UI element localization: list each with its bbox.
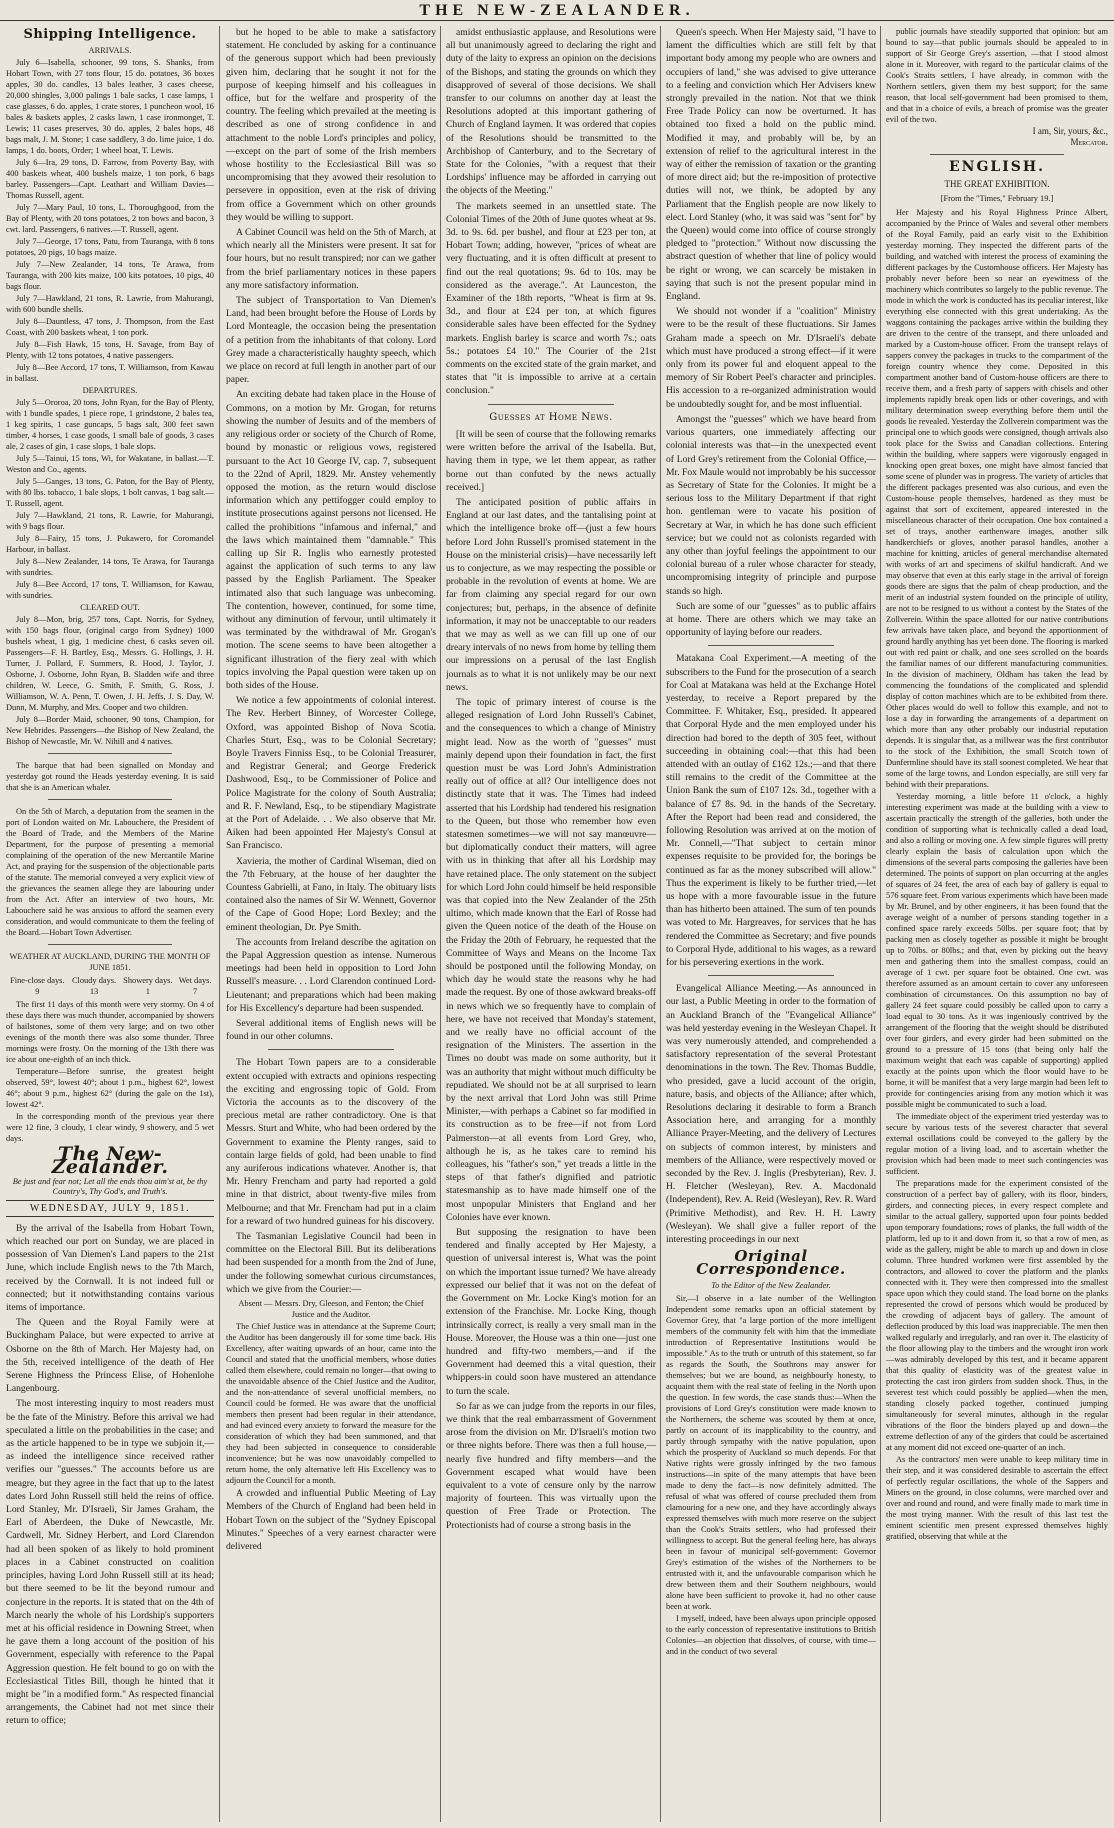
exhibition-paragraph: The preparations made for the experiment consisted of the construction of a perfect bay of gallery, with its floor, binders, girders, and connecting pieces, in every respect complete and similar to the actual gallery, supported upon four points bedded upon temporary foundations; rows of planks, the full width of the platform, led up to it and down from it, so that a row of men, as wide as the gallery, might be able to march up and down in close column. Three hundred workmen were first assembled by the contractors, and allowed to cover the platform and the planks connected with it. They were then compressed into the smallest space upon which they could stand. The load borne on the planks represented the crowd of persons which would be produced by the crowding of adjacent bays of gallery. The amount of deflection produced by this load was inappreciable. The men then walked regularly and irregularly, and ran over it. The elasticity of the floor allowing play to the timbers and the wrought iron work—was admirably developed by this test, and it became apparent that this quality of elasticity was of the greatest value in protecting the cast iron girders from sudden shock. Thus, in the severest test which could possibly be applied—when the men, standing closely packed together, continued jumping simultaneously for several minutes, although in the regular vibrations of the floor the binders played up and down—the extreme deflection of any of the girders that could be ascertained at any moment did not exceed one-quarter of an inch. bbox=[886, 1178, 1108, 1452]
masthead bbox=[0, 0, 1114, 21]
guesses-paragraph: So far as we can judge from the reports in our files, we think that the real embarrassment of Government arose from the division on Mr. D'Israeli's motion two or three nights before. There was then a full house,—nearly five hundred and fifty members—and the Government escaped what would have been equivalent to a vote of censure only by the narrow majority of fourteen. This was virtually upon the question of Free Trade or Protection. The Protectionists had of course a strong basis in the bbox=[446, 1400, 656, 1531]
correspondence-heading: Original Correspondence. bbox=[696, 1247, 846, 1279]
weather-header: Wet days. bbox=[178, 976, 212, 986]
matakana-paragraph: Matakana Coal Experiment.—A meeting of the subscribers to the Fund for the prosecution of a search for Coal at Matakana was held at the Exchange Hotel yesterday, to receive a Report prepared by the Committee. F. Whitaker, Esq., presided. It appeared that Corporal Hyde and the men employed under his direction had bored to the depth of 305 feet, without succeeding in obtaining coal:—that this had been attended with an outlay of £162 12s.;—and that there still remains to the credit of the Committee at the Union Bank the sum of £107 12s. 3d., together with a balance of £7 8s. 9d. in the hands of the Secretary. After the Report had been read and considered, the following Resolution was arrived at on the motion of Mr. Connell,—"That subject to certain minor expenses requisite to be provided for, the borings be continued as far as the money subscribed will allow." Thus the experiment is likely to be further tried,—let us hope with a more favourable issue in the future than has hitherto been attained. The sum of ten pounds was voted to Mr. Hargreaves, for services that he has rendered the Committee as Secretary; and five pounds to Corporal Hyde, additional to his wages, as a reward for his persevering exertions in the work. bbox=[666, 653, 876, 969]
divider bbox=[708, 975, 834, 976]
weather-title: WEATHER AT AUCKLAND, DURING THE MONTH OF JUNE 1851. bbox=[9, 952, 211, 973]
gold-paragraph: The Hobart Town papers are to a considerable extent occupied with extracts and opinions respecting the exciting and engrossing topic of Gold. From Victoria the accounts as to the discovery of the precious metal are rather contradictory. One is that Messrs. Sturt and White, who had been ordered by the Government to examine the Plenty ranges, said to contain large fields of gold, had been unable to find any auriferous indications whatever. Another is, that Mr. Henry Frencham and party had reported a gold mine in that district, about twenty-five miles from Melbourne; and that Mr. Frencham had put in a claim for a reward of two hundred guineas for his discovery. bbox=[226, 1057, 436, 1227]
divider bbox=[48, 944, 173, 945]
courier-extract: The Chief Justice was in attendance at the Supreme Court; the Auditor has been dangerously ill for some time back. His Excellency, after waiting upwards of an hour, came into the Council and stated that the unofficial members, whose duties called them elsewhere, could remain no longer—that owing to the unavoidable absence of the Chief Justice and the Auditor, and the non-attendance of several unofficial members, no Council could be formed. He was aware that the unofficial members then present had been regular in their attendance, and had evinced every anxiety to forward the measure for the consideration of which they had been summoned, and that they had been subjected in consequence to considerable inconvenience; but he was now unavoidably compelled to return home, the only alternative left His Excellency was to adjourn the Council for a month. bbox=[226, 1322, 436, 1486]
letter-signature: Mercator. bbox=[1070, 137, 1108, 147]
exhibition-paragraph: Yesterday morning, a little before 11 o'clock, a highly interesting experiment was made at the building with a view to ascertain practically the strength of the galleries, both under the condition of supporting what is technically called a dead load, and also a rolling or moving one. A few simple figures will pretty clearly explain the basis of calculation upon which the dimensions of the several parts composing the galleries have been determined. The points of support on plan occurring at the angles of squares of 24 feet, the area of each bay of gallery is equal to 576 square feet. From various experiments which have been made by Mr. Brunel, and by other engineers, it has been found that the average weight of a number of persons standing together in a confined space rarely exceeds 50lbs. per square foot; that by packing men as closely together as possible it might be brought up to 70lbs. or 80lbs.; and that, even by picking out the heavy men and gathering them into the smallest compass, could an average of 1 cwt. per square foot be obtained. One cwt. was therefore assumed as an amount certain to cover any unforeseen combination of circumstances. On this assumption no bay of gallery 24 feet square could possibly be called upon to carry a load equal to 30 tons. As it was ingeniously contrived by the arrangement of the flooring that the weight should be distributed over four girders, and every girder had been submitted on the ground to a pressure of 15 tons (that being only half the maximum weight that each was capable of supporting) applied exactly at the points upon which the floor would have to be borne, it will be manifest that a very large margin had been left to provide for contingencies arising from any motion which it was possible might be communicated to such a load. bbox=[886, 791, 1108, 1109]
motto: Be just and fear not; Let all the ends thou aim'st at, be thy Country's, Thy God's, and Truth's. bbox=[12, 1176, 208, 1196]
weather-value: 13 bbox=[89, 987, 99, 997]
departure-entry: July 7—Hawkland, 21 tons, R. Lawrie, for Mahurangi, with 9 bags flour. bbox=[6, 511, 214, 532]
column-2 bbox=[226, 26, 436, 1822]
editorial-paragraph: Xavieria, the mother of Cardinal Wiseman, died on the 7th February, at the house of her daughter the Countess Gabrielli, at Fano, in Italy. The obituary lists contained also the names of Sir W. Wennett, Governor of the Cape of Good Hope; Lord Bexley; and the eminent theologian, Dr. Pye Smith. bbox=[226, 855, 436, 933]
departure-entry: July 5—Ororoa, 20 tons, John Ryan, for the Bay of Plenty, with 1 bundle spades, 1 piece rope, 1 grindstone, 2 bales tea, 1 keg spirits, 1 case guncaps, 5 bags salt, 300 feet sawn timber, 4 horses, 1 case goods, 1 small bale of goods, 3 cases ale, 2 cases of gin, 1 case slops, 1 bale slops. bbox=[6, 398, 214, 452]
guesses-note: [It will be seen of course that the following remarks were written before the arrival of the Isabella. But, having them in type, we let them appear, as rather borne out than confuted by the news actually received.] bbox=[446, 428, 656, 493]
exhibition-heading: THE GREAT EXHIBITION. bbox=[944, 179, 1050, 190]
departure-entry: July 8—New Zealander, 14 tons, Te Arawa, for Tauranga with sundries. bbox=[6, 557, 214, 578]
weather-header: Cloudy days. bbox=[71, 976, 117, 986]
column-rule bbox=[219, 26, 220, 1822]
weather-value: 1 bbox=[145, 987, 150, 997]
shipping-section bbox=[6, 45, 214, 1144]
weather-value: 9 bbox=[35, 987, 40, 997]
guesses-paragraph: Amongst the "guesses" which we have heard from various quarters, one immediately affecting our colonial interests was that—in the unexpected event of Lord Grey's retirement from the Colonial Office,—Mr. Fox Maule would not improbably be his successor as Secretary of State for the Colonies. It might be a serious loss to the Military Department if that right hon. gentleman were to vacate his position of Secretary at War, in which he has done such efficient service; but we could not as colonists regarded with any other than joyful feelings the appointment to our colonial bureau of a ruler whose character for steady, uncompromising integrity of principle and purpose stands so high. bbox=[666, 413, 876, 597]
arrival-entry: July 6—Ira, 29 tons, D. Farrow, from Poverty Bay, with 400 baskets wheat, 400 bushels maize, 1 ton pork, 6 bags barley. Passengers—Capt. Leathart and William Davies—Thomas Russell, agent. bbox=[6, 158, 214, 201]
arrival-entry: July 8—Fish Hawk, 15 tons, H. Savage, from Bay of Plenty, with 12 tons potatoes, 4 native passengers. bbox=[6, 340, 214, 361]
departure-entry: July 8—Bee Accord, 17 tons, T. Williamson, for Kawau, with sundries. bbox=[6, 580, 214, 601]
arrival-entry: July 7—Mary Paul, 10 tons, L. Thoroughgood, from the Bay of Plenty, with 20 tons potatoes, 2 ton bows and bacon, 3 cwt. lard. Passengers, 6 natives.—T. Russell, agent. bbox=[6, 203, 214, 235]
cleared-entry: July 8—Border Maid, schooner, 90 tons, Champion, for New Hebrides. Passengers—the Bishop of New Zealand, the Bishop of Newcastle, Mr. W. Nihill and 4 natives. bbox=[6, 715, 214, 747]
guesses-paragraph: Such are some of our "guesses" as to public affairs at home. There are others which we may take an opportunity of laying before our readers. bbox=[666, 600, 876, 639]
exhibition-paragraph: Her Majesty and his Royal Highness Prince Albert, accompanied by the Prince of Wales and several other members of the Royal Family, paid an early visit to the Exhibition yesterday morning. They inspected the different parts of the building, and watched with interest the process of examining the different packages by the Customhouse officers. Her Majesty has probably never before been so near an eyewitness of the machinery which contributes so largely to the public revenue. The mode in which the work is conducted has its peculiar interest, like everything else connected with this great undertaking. As the waggons containing the packages arrive within the building they are driven to the centre of the transept, and there unloaded and marked by a Custom-house officer. From the transept relays of sappers convey the packages in trucks to the compartment of the foreign country whence they come. Deposited in this compartment another band of Custom-house officers are there to receive them, and a fresh party of sappers with chisels and other implements rapidly break open lids or other coverings, and with military determination sweep everything before them until the goods lie revealed. Yesterday the Zollverein compartment was the principal one to which goods were consigned, though arrivals also took place for the Swiss and Canadian collections. Entering within the building, where sappers were vigorously engaged in knocking open great boxes, one might have almost fancied that some scene of plunder was in progress. The variety of articles that the different packages presented was also curious, and even the Custom-house people themselves, hardened as they must be against that sort of excitement, appeared interested in the miscellaneous character of their occupation. One box contained a set of trays, another earthenware images, another silk handkerchiefs or gloves, another parasol handles, another a machine for knitting, articles of general merchandise alternated with works of art and specimens of skilful handicraft. And we may observe that even at this early stage in the arrival of foreign goods there are signs that the palm of cheap production, and the merit of an industrial system founded on the principle of utility, are not to be resigned to us without a contest by the States of the Zollverein. Within the space allotted for our native contributions few arrivals have taken place, and beyond the apportionment of ground hardly anything has yet been done. The flooring is marked out with red paint or chalk, and one sees scrolled on the boards the familiar names of our different manufacturing communities. In the division of machinery, Oldham has taken the lead by commencing the foundations of the complicated and splendid display of cotton machines which are to be exhibited from there. Other places would do well to follow this example, and not to lose a day in forwarding the arrangements of a department on which more than any other probably our industrial reputation depends. It is singular that, as a millwear was the first contributor to the stock of the Exhibition, the small Scotch town of Dunfermline should have its stall soonest completed. We hear that some of the large towns, and London especially, are still very far behind with their preparations. bbox=[886, 207, 1108, 789]
cleared-label: CLEARED OUT. bbox=[80, 603, 140, 613]
weather-table bbox=[6, 975, 214, 997]
weather-note: Temperature—Before sunrise, the greatest height observed, 59°, lowest 40°; about 1 p.m., highest 62°, lowest 46°; about 9 p.m., highest 62° (during the gale on the 1st), lowest 42°. bbox=[6, 1067, 214, 1110]
editorial-paragraph: By the arrival of the Isabella from Hobart Town, which reached our port on Sunday, we are placed in possession of Van Diemen's Land papers to the 21st June, which include English news to the 7th March, received by the Cornwall. It is not indeed full or connected; but it notwithstanding contains various items of importance. bbox=[6, 1222, 214, 1314]
markets-paragraph: The markets seemed in an unsettled state. The Colonial Times of the 20th of June quotes wheat at 9s. 3d. to 9s. 6d. per bushel, and flour at £23 per ton, at Hobart Town; adding, however, "prices of wheat are very fluctuating, and it is often difficult at present to find out the real quotations; 9s. 6d to 10s. may be considered as the average.". At Launceston, the Examiner of the 18th reports, "Wheat is firm at 9s. 3d., and flour at £24 per ton, at which figures considerable sales have been effected for the Sydney markets. English barley is scarce and worth 7s.; oats 5s.; potatoes £4 10." The Courier of the 21st comments on the excited state of the grain market, and states that "it is impossible to arrive at a certain conclusion." bbox=[446, 200, 656, 397]
editorial-paragraph: amidst enthusiastic applause, and Resolutions were all but unanimously agreed to declaring the right and duty of the laity to express an opinion on the decisions of the Bishops, and stating the grounds on which they disapproved of several of those decisions. We shall transfer to our columns on another day at least the Resolutions adopted at this important gathering of Church of England laymen. It was ordered that copies of the Resolutions should be transmitted to the Archbishop of Canterbury, and to the Secretary of State for the Colonies, "with a request that their Lordships' influence may be afforded in carrying out the objects of the Meeting." bbox=[446, 27, 656, 197]
divider bbox=[488, 404, 614, 405]
paper-title: The New-Zealander. bbox=[51, 1143, 169, 1179]
guesses-paragraph: The anticipated position of public affairs in England at our last dates, and the tantalising point at which the intelligence broke off—(just a few hours before Lord John Russell's promised statement in the House on the ministerial crisis)—have necessarily left us to conjecture, as we may respecting the possible or probable in the revolution of events at home. We are far from claiming any special regard for our own conjectures; but, perhaps, in the absence of definite information, it may not be unacceptable to our readers that we may as well as we can fill up one of our dreary intervals of no news from home by telling them our impressions on a perusal of the last English journals as to what it is not unlikely may be our next news. bbox=[446, 496, 656, 693]
column-4 bbox=[666, 26, 876, 1822]
guesses-heading: Guesses at Home News. bbox=[489, 411, 613, 423]
divider bbox=[930, 154, 1063, 155]
arrival-entry: July 7—George, 17 tons, Patu, from Tauranga, with 8 tons potatoes, 20 pigs, 10 bags maize. bbox=[6, 237, 214, 258]
editorial-paragraph: We notice a few appointments of colonial interest. The Rev. Herbert Binney, of Worcester College, Oxford, was appointed Bishop of Nova Scotia. Charles Sturt, Esq., was to be Colonial Secretary; Boyle Travers Finniss Esq., to be Colonial Treasurer, and Registrar General; and George Frederick Dashwood, Esq., to be Commissioner of Police and Police Magistrate for the colony of South Australia; and R. F. Newland, Esq., to be stipendiary Magistrate at the Port of Adelaide. . . We also observe that Mr. Aiken had been appointed Her Majesty's Consul at San Francisco. bbox=[226, 695, 436, 852]
departure-entry: July 8—Fairy, 15 tons, J. Pukawero, for Coromandel Harbour, in ballast. bbox=[6, 534, 214, 555]
masthead-title: THE NEW-ZEALANDER. bbox=[419, 2, 695, 19]
divider bbox=[48, 799, 173, 800]
shipping-heading: Shipping Intelligence. bbox=[23, 27, 197, 42]
weather-header: Showery days. bbox=[123, 976, 173, 986]
guesses-paragraph: Queen's speech. When Her Majesty said, "I have to lament the difficulties which are still felt by that important body among my people who are owners and occupiers of land," she was advised to give utterance to a feeling and conviction which Her Advisers knew strongly prevailed in the nation. Not that we think Free Trade Policy can now be overturned. It has obtained too fixed a hold on the public mind. Modified it may, and probably will be, by an extension of relief to the agricultural interest in the way of either the remission of taxation or the granting of more direct aid; but the re-imposition of protective duties will not, we think, be adopted by any Parliament that the English people are now likely to elect. Lord Stanley (who, it was said was "sent for" by the Queen) would come into office of course strongly pledged to "protection." Without now discussing the abstract question of whether that line of policy would be right or wrong, we can scarcely be mistaken in saying that such is not the present popular mind in England. bbox=[666, 27, 876, 303]
weather-note: The first 11 days of this month were very stormy. On 4 of these days there was much thunder, accompanied by showers of hailstones, some of them very large; and on two other evenings of the month there was also some thunder. Three mornings were frosty. On the morning of the 13th there was ice about one-eighth of an inch thick. bbox=[6, 1000, 214, 1065]
guesses-paragraph: But supposing the resignation to have been tendered and finally accepted by Her Majesty, a question of universal interest is, What was the point on which the important issue turned? We have already expressed our belief that it was not on the defeat of the Government on Mr. Locke King's motion for an extension of the Franchise. Mr. Locke King, though intrinsically correct, is really a very small man in the House. Moreover, the House was a thin one—just one hundred and fifty-two members,—and if the Government had deemed this a vital question, their whippers-in could soon have mustered an attendance to turn the scale. bbox=[446, 1227, 656, 1397]
letter-closing: I am, Sir, yours, &c., bbox=[1032, 126, 1108, 136]
letter-paragraph: Sir,—I observe in a late number of the Wellington Independent some remarks upon an official statement by Governor Grey, that "a large portion of the more intelligent members of the community felt with him that the immediate introduction of Representative Institutions would be impossible." As to the truth or untruth of this statement, so far as regards the South, the Southrons may answer for themselves; but we are bound, as neighbourly honesty, to acquaint them with the real state of feeling in the North upon the question. In few words, the case stands thus:—When the provisions of Lord Grey's constitution were made known to the Northerners, the scheme was scouted by them at once, partly on account of its inapplicability to the country, and partly through sympathy with the native population, upon which the prosperity of Auckland so much depends. For that Native rights were grossly infringed by the two famous instructions—in spite of the many attempts that have been made to deny the fact—is now definitely admitted. The refusal of what was offered of course precluded them from clamouring for a new one, and they have accordingly always expressed themselves with much more reserve on the subject than the Cook's Straits settlers, who had professed their willingness to accept. But the general feeling here, has always been in favour of municipal self-government: Governor Grey's estimation of the wishes of the Northerners to be entrusted with it, and the unfavourable comparison which he drew between them and their Southern neighbours, would alone have been sufficient to provoke it, had no other cause been at work. bbox=[666, 1293, 876, 1611]
editorial-paragraph: The Queen and the Royal Family were at Buckingham Palace, but were expected to arrive at Osborne on the 8th of March. Her Majesty had, on the 5th, received intelligence of the death of Her Serene Highness the Princess Elise, of Hohenlohe Langenbourg. bbox=[6, 1317, 214, 1395]
arrival-entry: July 7—Hawkland, 21 tons, R. Lawrie, from Mahurangi, with 600 bundle shells. bbox=[6, 294, 214, 315]
guesses-paragraph: The topic of primary interest of course is the alleged resignation of Lord John Russell's Cabinet, and the consequences to which a change of Ministry might lead. Now as the worth of "guesses" must mainly depend upon their foundation in fact, the first question must be was Lord John's Administration really out of office at all? Our intelligence does not distinctly state that it was. The Times had indeed asserted that his Lordship had tendered his resignation to the Queen, but those who remember how even statesmen sometimes—we will not say manœuvre—but diplomatically conduct their matters, will agree with us in thinking that after all his Lordship may have retained place. The only statement on the subject for which Lord John could himself be held responsible was that copied into the New Zealander of the 25th ultimo, which made known that the Earl of Rosse had given the Queen notice of the death of the House on the Friday the 20th of February, he requested that the Committee of Ways and Means on the Income Tax should be postponed until the following Monday, on which day he would state the reasons why he had made the request. By one of those awkward breaks-off in news which we so frequently have to complain of here, we have not received that Monday's statement, and we really have no official account of the resignation of the Ministers. The assertion in the Times no doubt was made on some authority, but it was an authority that might without much difficulty be repudiated. We should not be at all surprised to learn by the next arrival that Lord John was still Prime Minister,—with perhaps a Cabinet so far modified in its construction as to be free—if not from Lord Palmerston—at all events from Lord Grey, who, although he is, as he takes care to remind his colleagues, his "father's son," yet treads a little in the steps of that father's dignified and patriotic statesmanship as to have made himself one of the most unpopular Ministers that England and her Colonies have ever known. bbox=[446, 696, 656, 1223]
exhibition-paragraph: As the contractors' men were unable to keep military time in their step, and it was considered desirable to ascertain the effect of perfectly regular oscillations, the whole of the Sappers and Miners on the ground, in close columns, were marched over and over and round and round, and were finally made to mark time in the most trying manner. With the result of this last test the eminent scientific men present expressed themselves highly gratified, observing that while at the bbox=[886, 1454, 1108, 1541]
weather-note: In the corresponding month of the previous year there were 12 fine, 3 cloudy, 1 clear windy, 9 showery, and 5 wet days. bbox=[6, 1112, 214, 1144]
editorial-paragraph: Several additional items of English news will be found in our other columns. bbox=[226, 1018, 436, 1043]
arrival-entry: July 8—Bee Accord, 17 tons, T. Williamson, from Kawau in ballast. bbox=[6, 363, 214, 384]
arrivals-label: ARRIVALS. bbox=[88, 46, 132, 56]
alliance-paragraph: Evangelical Alliance Meeting.—As announced in our last, a Public Meeting in order to the formation of an Auckland Branch of the "Evangelical Alliance" was held yesterday evening in the Wesleyan Chapel. It was very numerously attended, and comprehended a satisfactory representation of the several Protestant denominations in the town. The Rev. Thomas Buddle, who presided, gave a lucid account of the origin, nature, basis, and objects of the Alliance; after which, Resolutions declaring it desirable to form a Branch Association here, and arranging for a monthly Alliance Prayer-Meeting, and the delivery of Lectures on subjects of common interest, by ministers and members of the Alliance, were respectively moved or seconded by the Rev. J. Inglis (Presbyterian), Rev. J. H. Fletcher (Wesleyan), Rev. A. Macdonald (Independent), Rev. A. Reid (Wesleyan), Rev. R. Ward (Primitive Methodist), and Rev. H. H. Lawry (Wesleyan). We shall give a fuller report of the interesting proceedings in our next bbox=[666, 983, 876, 1246]
seamen-note: On the 5th of March, a deputation from the seamen in the port of London waited on Mr. Labouchere, the President of the Board of Trade, and the Members of the Marine Department, for the purpose of presenting a memorial complaining of the operation of the new Mercantile Marine Act, and praying for the suspension of the objectionable parts of the statute. The memorial conveyed a very explicit view of the grievances the seamen allege they are labouring under from the Act. After an interview of two hours, Mr. Labouchere said he was anxious to afford the seamen every consideration, and would communicate to them the feeling of the Board.—Hobart Town Advertiser. bbox=[6, 807, 214, 938]
church-meeting-paragraph: A crowded and influential Public Meeting of Lay Members of the Church of England had been held in Hobart Town on the subject of the "Sydney Episcopal Minutes." Speeches of a very earnest character were delivered bbox=[226, 1488, 436, 1552]
departures-label: DEPARTURES. bbox=[82, 386, 138, 396]
divider bbox=[48, 753, 173, 754]
editorial-paragraph: A Cabinet Council was held on the 5th of March, at which nearly all the Ministers were present. It sat for four hours, but no result transpired; nor can we gather from the brief parliamentary notices in these papers any more satisfactory information. bbox=[226, 227, 436, 291]
column-1 bbox=[6, 26, 214, 1822]
column-rule bbox=[660, 26, 661, 1822]
weather-value: 7 bbox=[193, 987, 198, 997]
departure-entry: July 5—Ganges, 13 tons, G. Paton, for the Bay of Plenty, with 80 lbs. tobacco, 1 bale slops, 1 bolt canvas, 1 bag salt.—T. Russell, agent. bbox=[6, 477, 214, 509]
column-rule bbox=[440, 26, 441, 1822]
barque-note: The barque that had been signalled on Monday and yesterday got round the Heads yesterday evening. It is said that she is an American whaler. bbox=[6, 761, 214, 793]
arrival-entry: July 8—Dauntless, 47 tons, J. Thompson, from the East Coast, with 200 baskets wheat, 1 ton pork. bbox=[6, 317, 214, 338]
editorial-paragraph: An exciting debate had taken place in the House of Commons, on a motion by Mr. Grogan, for returns showing the number of Jesuits and of the members of any religious order or society of the Church of Rome, bound by monastic or religious vows, registered pursuant to the Act 10 George IV, cap. 7, subsequent to the 22nd of April, 1829. Mr. Anstey vehemently opposed the motion, as the return would disclose information which any pettifogger could employ to institute prosecutions against persons not licensed. He called the prohibitions "infamous and infernal," and the laws which maintained them "damnable." This calling up Sir R. Inglis who earnestly protested against the application of such terms to any law passed by the English Parliament. The Speaker intimated also that such language was unbecoming. The contention, however, continued, for some time, without any diminution of fervour, until ultimately it was terminated by the withdrawal of Mr. Grogan's motion. The scene seems to have been altogether a significant illustration of the fiery zeal with which topics involving the Papal question were taken up on both sides of the House. bbox=[226, 389, 436, 691]
weather-header: Fine-close days. bbox=[10, 976, 65, 986]
cleared-entry: July 8—Mon, brig, 257 tons, Capt. Norris, for Sydney, with 150 bags flour, (original cargo from Sydney) 1000 bushels wheat, 1 gig, 1 medicine chest, 6 casks seven oil. Passengers—F. H. Bartley, Esq., Messrs. G. Hollings, J. H. Turner, J. Pollard, F. Summers, R. Hood, J. Taylor, J. Osborne, J. Osborne, John Ryan, B. Sladden wife and three children, W. Leece, G. Smith, F. Smith, G. Ross, J. Williamson, W. A. Penn, T. Owen, J. H. Jeffs, J. S. Day, W. Dunn, M. Murphy, and Mrs. Cooper and two children. bbox=[6, 615, 214, 713]
column-3 bbox=[446, 26, 656, 1822]
column-5 bbox=[886, 26, 1108, 1822]
divider bbox=[268, 1049, 394, 1050]
column-rule bbox=[880, 26, 881, 1822]
exhibition-source: [From the "Times," February 19.] bbox=[940, 194, 1054, 204]
letter-paragraph: I myself, indeed, have been always upon principle opposed to the early concession of representative institutions to British Colonies—an objection that dissolves, of course, with time—and in the conduct of two several bbox=[666, 1613, 876, 1656]
departure-entry: July 5—Tainui, 15 tons, Wi, for Wakatane, in ballast.—T. Weston and Co., agents. bbox=[6, 454, 214, 475]
correspondence-address: To the Editor of the New Zealander. bbox=[711, 1280, 831, 1290]
council-paragraph: The Tasmanian Legislative Council had been in committee on the Electoral Bill. But its deliberations had been suspended for a month from the 2nd of June, under the following somewhat curious circumstances, which we give from the Courier:— bbox=[226, 1231, 436, 1295]
editorial-paragraph: The accounts from Ireland describe the agitation on the Papal Aggression question as intense. Numerous meetings had been held in opposition to Lord John Russell's measure. . . Lord Clarendon continued Lord-Lieutenant; and preparations which had been making for His Excellency's departure had been suspended. bbox=[226, 936, 436, 1014]
editorial-paragraph: but he hoped to be able to make a satisfactory statement. He concluded by asking for a continuance of the generous support which had been previously given him, declaring that he sought it not for the purpose of keeping himself and his colleagues in office, but for the welfare and prosperity of the country. The feeling which prevailed at the meeting is described as one of strong confidence in and attachment to the noble Lord's principles and policy,—except on the part of some of the Irish members whose hostility to the Ecclesiastical Bill was so uncompromising that they avowed their resolution to persevere in opposition, even at the risk of driving from office a Government which on other grounds they would be willing to support. bbox=[226, 27, 436, 223]
arrival-entry: July 7—New Zealander, 14 tons, Te Arawa, from Tauranga, with 200 kits maize, 100 kits potatoes, 10 pigs, 40 bags flour. bbox=[6, 260, 214, 292]
arrival-entry: July 6—Isabella, schooner, 99 tons, S. Shanks, from Hobart Town, with 27 tons flour, 15 do. potatoes, 36 boxes apples, 30 do. candles, 13 bales leather, 3 cases cheese, 20,000 shingles, 3,000 palings 1 bale sacks, 1 case lamps, 1 case glasses, 6 do. apples, 1 crate stores, 1 puncheon wool, 16 bales & baskets apples, 2 casks lawn, 1 case ironmonget, T. Lewis; 11 cases preserves, 30 do. apples, 2 bales hops, 48 bags malt, J. M. Stone; 1 case saddlery, 3 do. lime juice, 1 do. lamps, 1 do. boots, Order; 1 wheel boat, T. Lewis. bbox=[6, 58, 214, 156]
english-heading: ENGLISH. bbox=[948, 159, 1046, 175]
divider bbox=[708, 645, 834, 646]
absent-line: Absent — Messrs. Dry, Gleeson, and Fenton; the Chief Justice and the Auditor. bbox=[238, 1299, 424, 1320]
issue-date: WEDNESDAY, JULY 9, 1851. bbox=[6, 1200, 214, 1217]
editorial-paragraph: The subject of Transportation to Van Diemen's Land, had been brought before the House of Lords by Lord Monteagle, the occasion being the presentation of a petition from the inhabitants of that colony. Lord Grey made a characteristically haughty speech, which we place on record at full length in another part of our paper. bbox=[226, 295, 436, 386]
exhibition-paragraph: The immediate object of the experiment tried yesterday was to secure by various tests of the severest character that several external oscillations could be conveyed to the gallery by the regular motion of a living load, and to ascertain whether the provision which had been made to meet such contingencies was sufficient. bbox=[886, 1111, 1108, 1176]
guesses-paragraph: We should not wonder if a "coalition" Ministry were to be the result of these fluctuations. Sir James Graham made a speech on Mr. D'Israeli's debate which must have produced a strong effect—if it were only from its power ful and eloquent appeal to the memory of Sir Robert Peel's character and principles. His accession to a re-organized administration would be undoubtedly sought for, and be most influential. bbox=[666, 306, 876, 410]
letter-paragraph: public journals have steadily supported that opinion: but am bound to say—that public journals should be appealed to in support of Sir George Grey's assertion, —that I stood almost alone in it. Moreover, with regard to the particular claims of the Cook's Straits settlers, I have already, in common with the Northern settlers, given them my best support; for the same reason, that local self-government had been promised to them, and that in a choice of evils, a breach of promise was the greater evil of the two. bbox=[886, 27, 1108, 124]
editorial-paragraph: The most interesting inquiry to most readers must be the fate of the Ministry. Before this arrival we had speculated a little on the probabilities in the case; and as the article happened to be in type we subjoin it,—as indeed the intelligence since received rather verifies our "guesses." The accounts before us are meagre, but they agree in the fact that up to the latest dates Lord John Russell still held the reins of office. Lord Stanley, Mr. D'Israeli, Sir James Graham, the Earl of Aberdeen, the Duke of Newcastle, Mr. Cardwell, Mr. Sidney Herbert, and Lord Clarendon had all been spoken of as likely to hold prominent places in a Cabinet constructed on coalition principles, having Lord John Russell still at its head; but there seemed to be lit the beyond rumour and conjecture in the reports. It is stated that on the 4th of March nearly the whole of his Lordship's supporters met at his official residence in Downing Street, when he gave them a long account of the position of his Government, especially with reference to the Papal Aggression question. He felt bound to go on with the Ecclesiastical Titles Bill, though he hinted that it might be "in a modified form." As respected financial arrangements, the Cabinet had not met since their return to office; bbox=[6, 1398, 214, 1727]
